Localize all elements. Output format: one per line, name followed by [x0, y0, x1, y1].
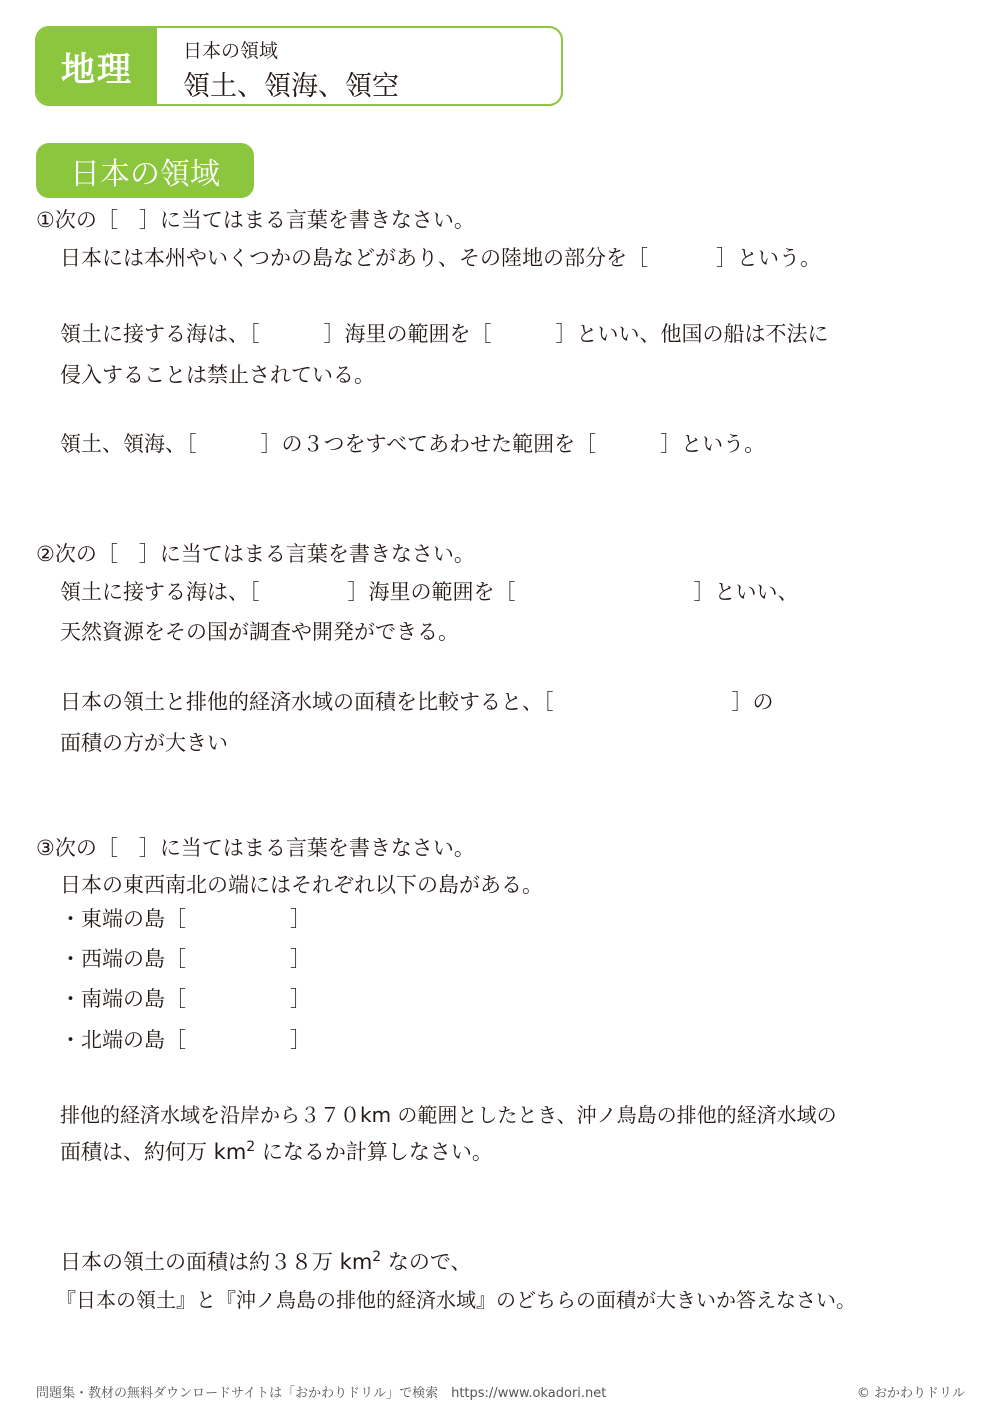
q2-line3-end: ］の [731, 690, 774, 714]
q2-line3-text: 日本の領土と排他的経済水域の面積を比較すると、［ [60, 690, 554, 714]
q3-item-west [60, 947, 311, 972]
q1-line4-mid: ］の３つをすべてあわせた範囲を［ [260, 432, 597, 456]
item-label: ・西端の島［ [60, 947, 186, 971]
q2-line1-text: 領土に接する海は、［ [60, 580, 260, 604]
superscript: 2 [246, 1139, 256, 1155]
item-label: ・南端の島［ [60, 987, 186, 1011]
calc-text-end: になるか計算しなさい。 [255, 1140, 493, 1164]
calc-text: 面積は、約何万 km [60, 1140, 247, 1164]
unit-label: 日本の領域 [183, 40, 279, 62]
q2-line1 [60, 580, 799, 605]
q1-line1-end: ］という。 [716, 246, 821, 270]
q2-line1-mid: ］海里の範囲を［ [347, 580, 516, 604]
item-close: ］ [290, 947, 311, 971]
footer-left: 問題集・教材の無料ダウンロードサイトは「おかわりドリル」で検索 https://www.okadori.net [36, 1386, 607, 1401]
q3-item-south [60, 987, 311, 1012]
q1-line4-text: 領土、領海、［ [60, 432, 197, 456]
header-box [35, 26, 563, 106]
cmp-text-end: なので、 [381, 1250, 472, 1274]
section-title: 日本の領域 [36, 143, 254, 198]
q3-item-north [60, 1028, 311, 1053]
q1-line4 [60, 432, 765, 457]
q1-instruction: ①次の［ ］に当てはまる言葉を書きなさい。 [36, 208, 475, 232]
q2-line1-end: ］といい、 [693, 580, 799, 604]
q1-line2 [60, 322, 829, 347]
q2-line4: 面積の方が大きい [60, 731, 228, 755]
superscript: 2 [372, 1249, 382, 1265]
q1-line1 [60, 246, 821, 271]
q1-line2-end: ］といい、他国の船は不法に [555, 322, 829, 346]
q3-intro: 日本の東西南北の端にはそれぞれ以下の島がある。 [60, 873, 543, 897]
cmp-text: 日本の領土の面積は約３８万 km [60, 1250, 373, 1274]
q3-item-east [60, 907, 311, 932]
page-title: 領土、領海、領空 [183, 71, 399, 102]
q1-line2-mid: ］海里の範囲を［ [323, 322, 492, 346]
q2-line3 [60, 690, 774, 715]
q1-line3: 侵入することは禁止されている。 [60, 363, 375, 387]
subject-tab: 地理 [37, 28, 157, 104]
item-close: ］ [290, 1028, 311, 1052]
q3-instruction: ③次の［ ］に当てはまる言葉を書きなさい。 [36, 836, 475, 860]
q3-cmp-line2: 『日本の領土』と『沖ノ鳥島の排他的経済水域』のどちらの面積が大きいか答えなさい。 [56, 1288, 856, 1312]
item-close: ］ [290, 907, 311, 931]
q2-line2: 天然資源をその国が調査や開発ができる。 [60, 620, 459, 644]
q2-instruction: ②次の［ ］に当てはまる言葉を書きなさい。 [36, 542, 475, 566]
q1-line4-end: ］という。 [660, 432, 766, 456]
q3-cmp-line1 [60, 1250, 471, 1275]
q3-calc-line1: 排他的経済水域を沿岸から３７０km の範囲としたとき、沖ノ鳥島の排他的経済水域の [60, 1103, 837, 1127]
q1-line2-text: 領土に接する海は、［ [60, 322, 260, 346]
item-label: ・北端の島［ [60, 1028, 186, 1052]
q1-line1-text: 日本には本州やいくつかの島などがあり、その陸地の部分を［ [60, 246, 648, 270]
footer-copyright: © おかわりドリル [856, 1386, 965, 1401]
item-close: ］ [290, 987, 311, 1011]
item-label: ・東端の島［ [60, 907, 186, 931]
q3-calc-line2 [60, 1140, 493, 1165]
